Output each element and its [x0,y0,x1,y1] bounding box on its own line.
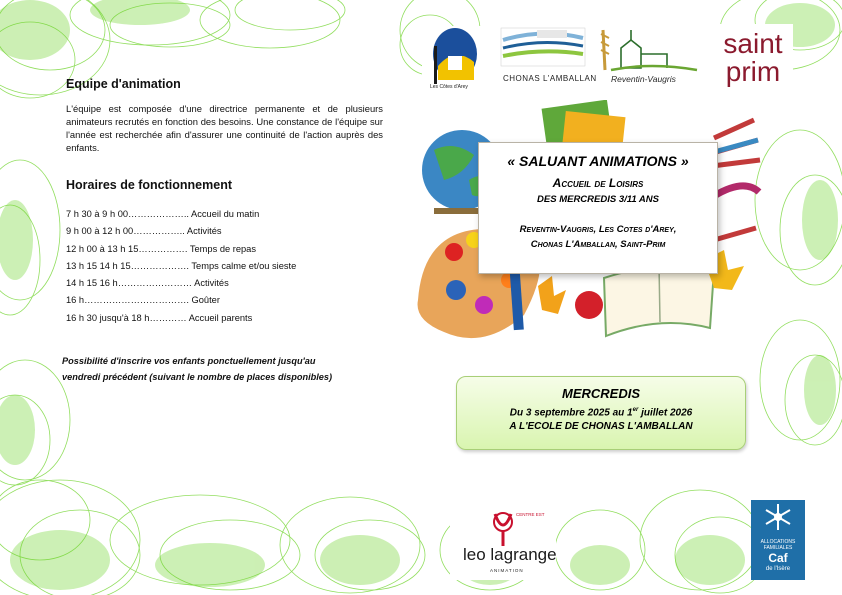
logo-leo-lagrange [450,508,556,580]
dates-range-b: juillet 2026 [638,407,693,419]
card-communes [479,222,717,252]
note-line-1: Possibilité d'inscrire vos enfants ponctuellement jusqu'au [62,356,316,366]
chonas-label: CHONAS L'AMBALLAN [503,74,597,83]
dates-range [457,407,745,418]
schedule-row: 13 h 15 14 h 15………………. Temps calme et/ou sieste [66,260,297,271]
dates-title: MERCREDIS [561,386,640,401]
saint-prim-line-2: prim [725,56,781,87]
schedule-list [66,206,396,327]
registration-note [62,353,362,385]
reventin-vaugris-label: Reventin-Vaugris [611,74,676,84]
logo-chonas-l-amballan [497,24,597,92]
horaires-title: Horaires de fonctionnement [66,178,232,192]
logo-saint-prim [713,24,793,94]
schedule-row: 16 h 30 jusqu'à 18 h………… Accueil parents [66,312,253,323]
reventin-vaugris-icon [597,24,705,80]
card-subtitle: Accueil de Loisirs [552,176,644,190]
schedule-row: 12 h 00 à 13 h 15……………. Temps de repas [66,243,257,254]
leo-lagrange-label: leo lagrange [463,545,557,564]
dates-box [456,376,746,450]
logo-reventin-vaugris [597,24,705,92]
schedule-row: 7 h 30 à 9 h 00……………….. Accueil du matin [66,209,260,219]
cotes-d-arey-label: Les Côtes d'Arey [430,84,468,90]
cotes-d-arey-icon [422,26,488,92]
caf-snowflake-icon [751,500,805,534]
card-age-range: DES MERCREDIS 3/11 ANS [537,194,659,205]
caf-line-4: de l'Isère [765,566,791,572]
saint-prim-line-1: saint [723,28,783,59]
caf-line-1: ALLOCATIONS [760,539,796,545]
logo-cotes-d-arey [422,26,488,92]
logo-caf-isere [751,500,805,580]
equipe-title: Equipe d'animation [66,77,181,91]
note-line-2: vendredi précédent (suivant le nombre de places disponibles) [62,372,333,382]
card-communes-line-1: Reventin-Vaugris, Les Cotes d'Arey, [519,224,677,235]
caf-line-3: Caf [768,551,788,565]
schedule-row: 9 h 00 à 12 h 00…………….. Activités [66,226,222,237]
title-card [478,142,718,274]
dates-range-a: Du 3 septembre 2025 au 1 [509,407,633,419]
leo-lagrange-sub: ANIMATION [490,568,524,573]
leo-lagrange-sub-top: CENTRE EST [516,512,545,517]
caf-line-2: FAMILIALES [763,545,793,551]
dates-place: A L'ECOLE DE CHONAS L'AMBALLAN [509,421,693,433]
card-title: « SALUANT ANIMATIONS » [507,153,689,169]
card-communes-line-2: Chonas L'Amballan, Saint-Prim [530,239,666,250]
chonas-icon [497,24,589,70]
schedule-row: 16 h……………………………. Goûter [66,295,220,306]
schedule-row: 14 h 15 16 h…………………… Activités [66,278,229,289]
equipe-text: L'équipe est composée d'une directrice permanente et de plusieurs animateurs recrutés en fonction des besoins. Une constance de l'équipe sur l'année est recherchée afin d'assurer une continuité de l'action auprès des enfants. [66,103,383,153]
dates-range-sup: er [632,407,639,413]
